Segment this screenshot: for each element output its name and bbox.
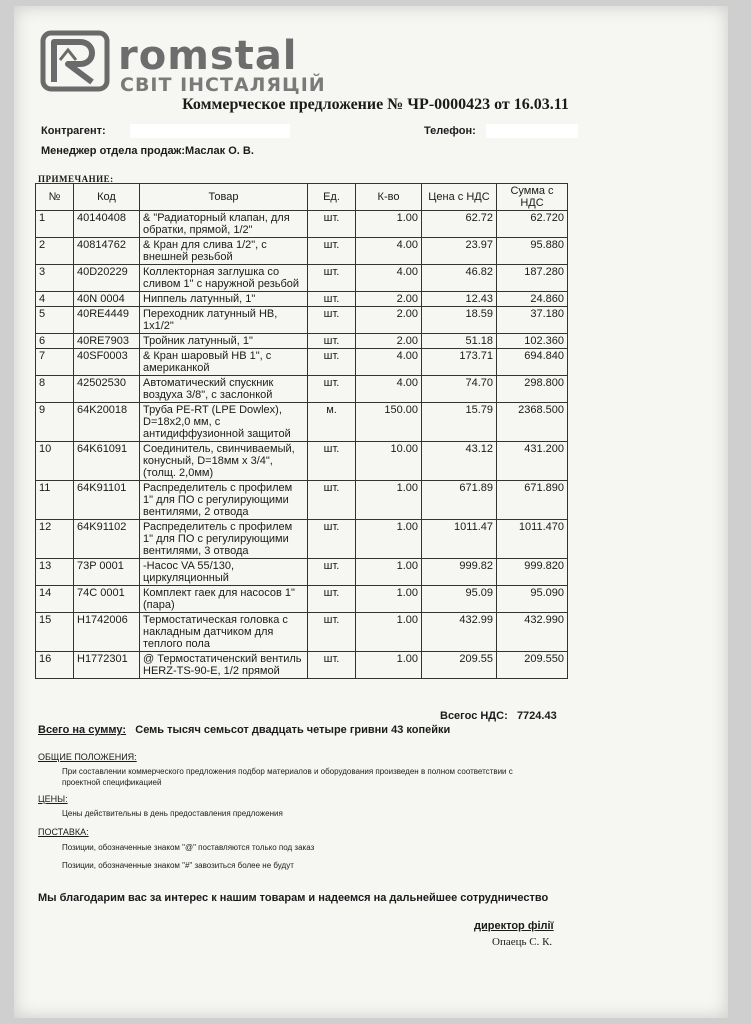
row-sum: 24.860 — [497, 292, 568, 307]
row-product: Тройник латунный, 1" — [140, 334, 308, 349]
table-row — [36, 334, 568, 349]
row-price: 51.18 — [422, 334, 497, 349]
row-unit: шт. — [308, 520, 356, 559]
row-code: 40140408 — [74, 211, 140, 238]
row-unit: шт. — [308, 265, 356, 292]
row-number: 16 — [36, 652, 74, 679]
row-sum: 187.280 — [497, 265, 568, 292]
row-product: Соединитель, свинчиваемый, конусный, D=18мм x 3/4", (толщ. 2,0мм) — [140, 442, 308, 481]
row-sum: 2368.500 — [497, 403, 568, 442]
row-unit: шт. — [308, 652, 356, 679]
row-number: 11 — [36, 481, 74, 520]
row-code: H1742006 — [74, 613, 140, 652]
row-price: 43.12 — [422, 442, 497, 481]
total-sum-words: Семь тысяч семьсот двадцать четыре гривни 43 копейки — [135, 724, 451, 736]
row-number: 2 — [36, 238, 74, 265]
delivery-text-discontinued: Позиции, обозначенные знаком "#" завозиться более не будут — [62, 861, 294, 870]
table-row — [36, 349, 568, 376]
table-row — [36, 481, 568, 520]
row-code: 42502530 — [74, 376, 140, 403]
row-product: @ Термостатиченский вентиль HERZ-TS-90-E, 1/2 прямой — [140, 652, 308, 679]
row-product: & "Радиаторный клапан, для обратки, прямой, 1/2" — [140, 211, 308, 238]
row-unit: шт. — [308, 238, 356, 265]
row-price: 46.82 — [422, 265, 497, 292]
table-row — [36, 238, 568, 265]
table-row — [36, 211, 568, 238]
row-code: 64K91102 — [74, 520, 140, 559]
row-sum: 102.360 — [497, 334, 568, 349]
row-quantity: 4.00 — [356, 376, 422, 403]
row-number: 8 — [36, 376, 74, 403]
row-unit: шт. — [308, 349, 356, 376]
row-quantity: 2.00 — [356, 307, 422, 334]
row-price: 18.59 — [422, 307, 497, 334]
row-product: Распределитель с профилем 1" для ПО с регулирующими вентилями, 3 отвода — [140, 520, 308, 559]
row-code: 73P 0001 — [74, 559, 140, 586]
row-product: Распределитель с профилем 1" для ПО с регулирующими вентилями, 2 отвода — [140, 481, 308, 520]
row-quantity: 4.00 — [356, 349, 422, 376]
row-quantity: 1.00 — [356, 211, 422, 238]
phone-label: Телефон: — [424, 125, 476, 137]
total-sum — [38, 724, 450, 736]
row-unit: шт. — [308, 307, 356, 334]
row-number: 9 — [36, 403, 74, 442]
row-quantity: 1.00 — [356, 586, 422, 613]
row-sum: 209.550 — [497, 652, 568, 679]
table-row — [36, 265, 568, 292]
director-title: директор філії — [474, 920, 554, 932]
row-product: Коллекторная заглушка со сливом 1" с наружной резьбой — [140, 265, 308, 292]
row-sum: 694.840 — [497, 349, 568, 376]
col-header-sum: Сумма с НДС — [497, 184, 568, 211]
row-sum: 62.720 — [497, 211, 568, 238]
row-price: 173.71 — [422, 349, 497, 376]
row-code: 40SF0003 — [74, 349, 140, 376]
note-label: ПРИМЕЧАНИЕ: — [38, 174, 114, 184]
row-sum: 431.200 — [497, 442, 568, 481]
row-quantity: 2.00 — [356, 334, 422, 349]
total-vat-label: Всегос НДС: — [440, 710, 508, 722]
thanks-line: Мы благодарим вас за интерес к нашим товарам и надеемся на дальнейшее сотрудничество — [38, 892, 549, 904]
col-header-unit: Ед. — [308, 184, 356, 211]
row-number: 12 — [36, 520, 74, 559]
total-sum-label: Всего на сумму: — [38, 724, 127, 736]
row-price: 15.79 — [422, 403, 497, 442]
row-price: 209.55 — [422, 652, 497, 679]
row-number: 3 — [36, 265, 74, 292]
row-quantity: 2.00 — [356, 292, 422, 307]
row-price: 95.09 — [422, 586, 497, 613]
prices-title: ЦЕНЫ: — [38, 794, 68, 804]
col-header-price: Цена с НДС — [422, 184, 497, 211]
row-number: 14 — [36, 586, 74, 613]
row-unit: шт. — [308, 442, 356, 481]
delivery-title: ПОСТАВКА: — [38, 827, 89, 837]
document-title: Коммерческое предложение № ЧР-0000423 от 16.03.11 — [182, 96, 569, 113]
row-unit: шт. — [308, 481, 356, 520]
phone-redaction — [486, 124, 578, 138]
row-number: 13 — [36, 559, 74, 586]
row-code: 40RE4449 — [74, 307, 140, 334]
row-product: Труба PE-RT (LPE Dowlex), D=18x2,0 мм, с антидиффузионной защитой — [140, 403, 308, 442]
table-row — [36, 559, 568, 586]
row-number: 7 — [36, 349, 74, 376]
table-row — [36, 442, 568, 481]
row-product: Переходник латунный НВ, 1x1/2" — [140, 307, 308, 334]
row-quantity: 4.00 — [356, 238, 422, 265]
row-number: 6 — [36, 334, 74, 349]
row-sum: 37.180 — [497, 307, 568, 334]
table-row — [36, 520, 568, 559]
row-number: 1 — [36, 211, 74, 238]
row-quantity: 1.00 — [356, 652, 422, 679]
row-product: & Кран для слива 1/2", с внешней резьбой — [140, 238, 308, 265]
row-sum: 432.990 — [497, 613, 568, 652]
general-terms-title: ОБЩИЕ ПОЛОЖЕНИЯ: — [38, 752, 137, 762]
brand-tagline: СВІТ ІНСТАЛЯЦІЙ — [120, 74, 326, 96]
row-number: 15 — [36, 613, 74, 652]
romstal-logo-icon — [40, 30, 110, 92]
row-code: 64K61091 — [74, 442, 140, 481]
row-unit: шт. — [308, 376, 356, 403]
row-price: 1011.47 — [422, 520, 497, 559]
row-quantity: 1.00 — [356, 481, 422, 520]
row-quantity: 150.00 — [356, 403, 422, 442]
row-sum: 298.800 — [497, 376, 568, 403]
table-row — [36, 376, 568, 403]
row-code: 40814762 — [74, 238, 140, 265]
col-header-product: Товар — [140, 184, 308, 211]
row-product: Автоматический спускник воздуха 3/8", с заслонкой — [140, 376, 308, 403]
total-vat-value: 7724.43 — [516, 710, 557, 722]
row-price: 62.72 — [422, 211, 497, 238]
general-terms-text: При составлении коммерческого предложения подбор материалов и оборудования произведен в полном соответствии с проектной спецификацией — [62, 767, 513, 787]
table-row — [36, 292, 568, 307]
row-number: 10 — [36, 442, 74, 481]
row-price: 671.89 — [422, 481, 497, 520]
brand-name: romstal — [118, 33, 298, 79]
row-product: Комплект гаек для насосов 1" (пара) — [140, 586, 308, 613]
row-quantity: 4.00 — [356, 265, 422, 292]
contractor-redaction — [130, 124, 290, 138]
row-product: Термостатическая головка с накладным датчиком для теплого пола — [140, 613, 308, 652]
row-price: 432.99 — [422, 613, 497, 652]
row-quantity: 10.00 — [356, 442, 422, 481]
row-code: 64K20018 — [74, 403, 140, 442]
row-unit: шт. — [308, 292, 356, 307]
table-row — [36, 613, 568, 652]
col-header-code: Код — [74, 184, 140, 211]
items-table — [35, 183, 568, 679]
signer-name: Опаець С. К. — [492, 936, 553, 948]
row-number: 5 — [36, 307, 74, 334]
row-price: 23.97 — [422, 238, 497, 265]
row-unit: шт. — [308, 613, 356, 652]
row-quantity: 1.00 — [356, 559, 422, 586]
row-sum: 95.090 — [497, 586, 568, 613]
row-product: Ниппель латунный, 1" — [140, 292, 308, 307]
row-unit: шт. — [308, 211, 356, 238]
row-unit: шт. — [308, 334, 356, 349]
table-header-row — [36, 184, 568, 211]
col-header-quantity: К-во — [356, 184, 422, 211]
row-product: -Насос VA 55/130, циркуляционный — [140, 559, 308, 586]
row-code: 40N 0004 — [74, 292, 140, 307]
row-sum: 95.880 — [497, 238, 568, 265]
row-sum: 1011.470 — [497, 520, 568, 559]
row-price: 12.43 — [422, 292, 497, 307]
row-code: 40RE7903 — [74, 334, 140, 349]
contractor-label: Контрагент: — [41, 125, 106, 137]
row-code: 64K91101 — [74, 481, 140, 520]
row-sum: 671.890 — [497, 481, 568, 520]
row-product: & Кран шаровый НВ 1", с американкой — [140, 349, 308, 376]
row-unit: м. — [308, 403, 356, 442]
row-price: 999.82 — [422, 559, 497, 586]
manager-line: Менеджер отдела продаж:Маслак О. В. — [41, 145, 254, 157]
row-unit: шт. — [308, 559, 356, 586]
delivery-text-order: Позиции, обозначенные знаком "@" поставляются только под заказ — [62, 843, 315, 852]
table-row — [36, 307, 568, 334]
table-row — [36, 586, 568, 613]
total-vat — [440, 710, 557, 722]
row-code: 74C 0001 — [74, 586, 140, 613]
row-code: H1772301 — [74, 652, 140, 679]
row-quantity: 1.00 — [356, 613, 422, 652]
row-code: 40D20229 — [74, 265, 140, 292]
table-row — [36, 403, 568, 442]
row-unit: шт. — [308, 586, 356, 613]
table-row — [36, 652, 568, 679]
row-quantity: 1.00 — [356, 520, 422, 559]
col-header-number: № — [36, 184, 74, 211]
prices-text: Цены действительны в день предоставления предложения — [62, 809, 283, 818]
row-sum: 999.820 — [497, 559, 568, 586]
row-number: 4 — [36, 292, 74, 307]
row-price: 74.70 — [422, 376, 497, 403]
